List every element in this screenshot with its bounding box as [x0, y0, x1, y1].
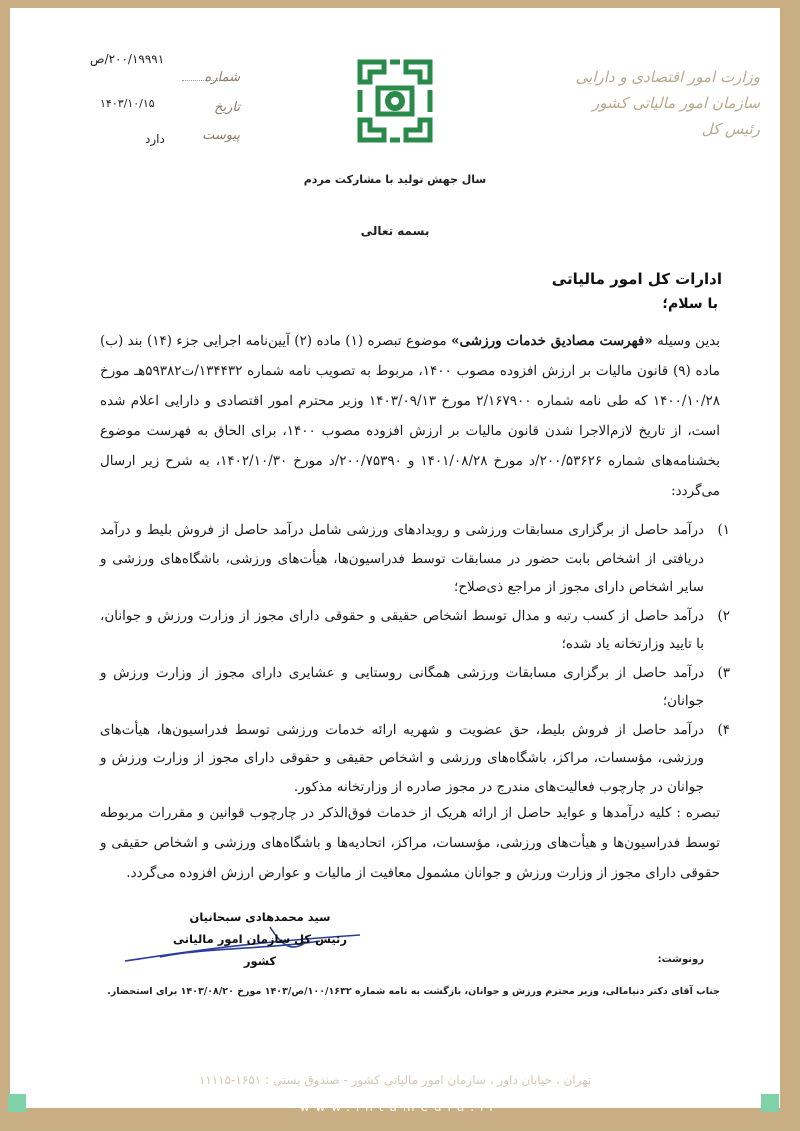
ministry-header: [560, 64, 760, 142]
letter-meta: [90, 52, 240, 152]
item-text: درآمد حاصل از فروش بلیط، حق عضویت و شهریه ارائه خدمات ورزشی توسط فدراسیون‌ها، هیأت‌های ورزشی، مؤسسات، مراکز، باشگاه‌های ورزشی و اشخاص حقیقی و حقوقی دارای مجوز از وزارت ورزش و جوانان در چارچوب فعالیت‌های مندرج در مجوز صادره از وزارتخانه مذکور.: [100, 721, 704, 795]
basmala: بسمه تعالی: [360, 224, 430, 238]
letter-date: ۱۴۰۳/۱۰/۱۵: [100, 97, 155, 110]
note-paragraph: تبصره : کلیه درآمدها و عواید حاصل از ارائه هریک از خدمات فوق‌الذکر در چارچوب قوانین و مقررات مربوطه توسط فدراسیون‌ها و هیأت‌های ورزشی، مؤسسات، مراکز، اتحادیه‌ها و باشگاه‌های ورزشی و اشخاص حقیقی و حقوقی دارای مجوز از وزارت ورزش و جوانان مشمول معافیت از مالیات و عوارض ارزش افزوده می‌گردد.: [100, 805, 720, 881]
intro-after: موضوع تبصره (۱) ماده (۲) آیین‌نامه اجرایی جزء (۱۴) بند (ب) ماده (۹) قانون مالیات بر ارزش افزوده مصوب ۱۴۰۰، مربوط به تصویب نامه شماره ۱۳۴۴۳۲/ت۵۹۳۸۲هـ مورخ ۱۴۰۰/۱۰/۲۸ که طی نامه شماره ۲/۱۶۷۹۰۰ مورخ ۱۴۰۳/۰۹/۱۳ وزیر محترم امور اقتصادی و دارایی اعلام شده است، از تاریخ لازم‌الاجرا شدن قانون مالیات بر ارزش افزوده مصوب ۱۴۰۰، برای الحاق به فهرست موضوع بخشنامه‌های شماره ۲۰۰/۵۳۶۲۶/د مورخ ۱۴۰۱/۰۸/۲۸ و ۲۰۰/۷۵۳۹۰/د مورخ ۱۴۰۲/۱۰/۳۰، به شرح زیر ارسال می‌گردد:: [100, 333, 721, 499]
items-list: [100, 516, 730, 801]
letter-number: ۲۰۰/۱۹۹۹۱/ص: [90, 52, 165, 66]
tax-organization-logo: [356, 58, 434, 144]
greeting: با سلام؛: [662, 296, 718, 312]
cc-text: جناب آقای دکتر دنیامالی، وزیر محترم ورزش و جوانان، بازگشت به نامه شماره ۱۰۰/۱۶۳۲/ص/۱۴۰۳ مورخ ۱۴۰۳/۰۸/۲۰ برای استحضار.: [107, 986, 720, 997]
intro-paragraph: [100, 326, 720, 506]
item-number: ۱): [717, 522, 730, 538]
attachment-value: دارد: [145, 132, 165, 146]
list-item: [100, 659, 730, 716]
letter-sheet: [10, 8, 780, 1108]
item-text: درآمد حاصل از برگزاری مسابقات ورزشی و رویدادهای ورزشی شامل درآمد حاصل از فروش بلیط و درآمد دریافتی از اشخاص بابت حضور در مسابقات توسط فدراسیون‌ها، هیأت‌های ورزشی، باشگاه‌های ورزشی و سایر اشخاص دارای مجوز از مراجع ذی‌صلاح؛: [100, 522, 704, 595]
year-slogan: سال جهش تولید با مشارکت مردم: [303, 173, 487, 186]
item-text: درآمد حاصل از برگزاری مسابقات ورزشی همگانی روستایی و عشایری دارای مجوز از وزارت ورزش و جوانان؛: [100, 664, 704, 709]
signer-title: رئیس کل سازمان امور مالیاتی کشور: [173, 932, 347, 968]
list-item: [100, 516, 730, 602]
number-label: شماره: [204, 70, 240, 85]
recipient: ادارات کل امور مالیاتی: [551, 270, 722, 288]
list-item: [100, 602, 730, 659]
item-number: ۴): [717, 721, 730, 738]
ministry-line-2: سازمان امور مالیاتی کشور: [592, 94, 760, 112]
item-number: ۳): [717, 664, 730, 681]
footer-address: تهران ، خیابان داور ، سازمان امور مالیاتی کشور - صندوق پستی : ۱۶۵۱-۱۱۱۱۵: [198, 1073, 592, 1087]
signer-block: [160, 906, 360, 972]
item-text: درآمد حاصل از کسب رتبه و مدال توسط اشخاص حقیقی و حقوقی دارای مجوز از وزارت ورزش و جوانان، با تایید وزارتخانه یاد شده؛: [100, 607, 704, 652]
ministry-line-3: رئیس کل: [701, 120, 760, 138]
letter-body: [100, 326, 720, 506]
website-link[interactable]: www.intamedia.ir: [299, 1100, 501, 1114]
item-number: ۲): [717, 607, 730, 624]
letter-subject: «فهرست مصادیق خدمات ورزشی»: [451, 333, 653, 349]
attachment-label: پیوست: [202, 128, 240, 143]
cc-label: رونوشت:: [657, 954, 704, 965]
date-label: تاریخ: [214, 100, 240, 115]
list-item: [100, 716, 730, 802]
signer-name: سید محمدهادی سبحانیان: [189, 910, 331, 924]
ministry-line-1: وزارت امور اقتصادی و دارایی: [575, 68, 760, 86]
intro-before: بدین وسیله: [657, 333, 721, 349]
